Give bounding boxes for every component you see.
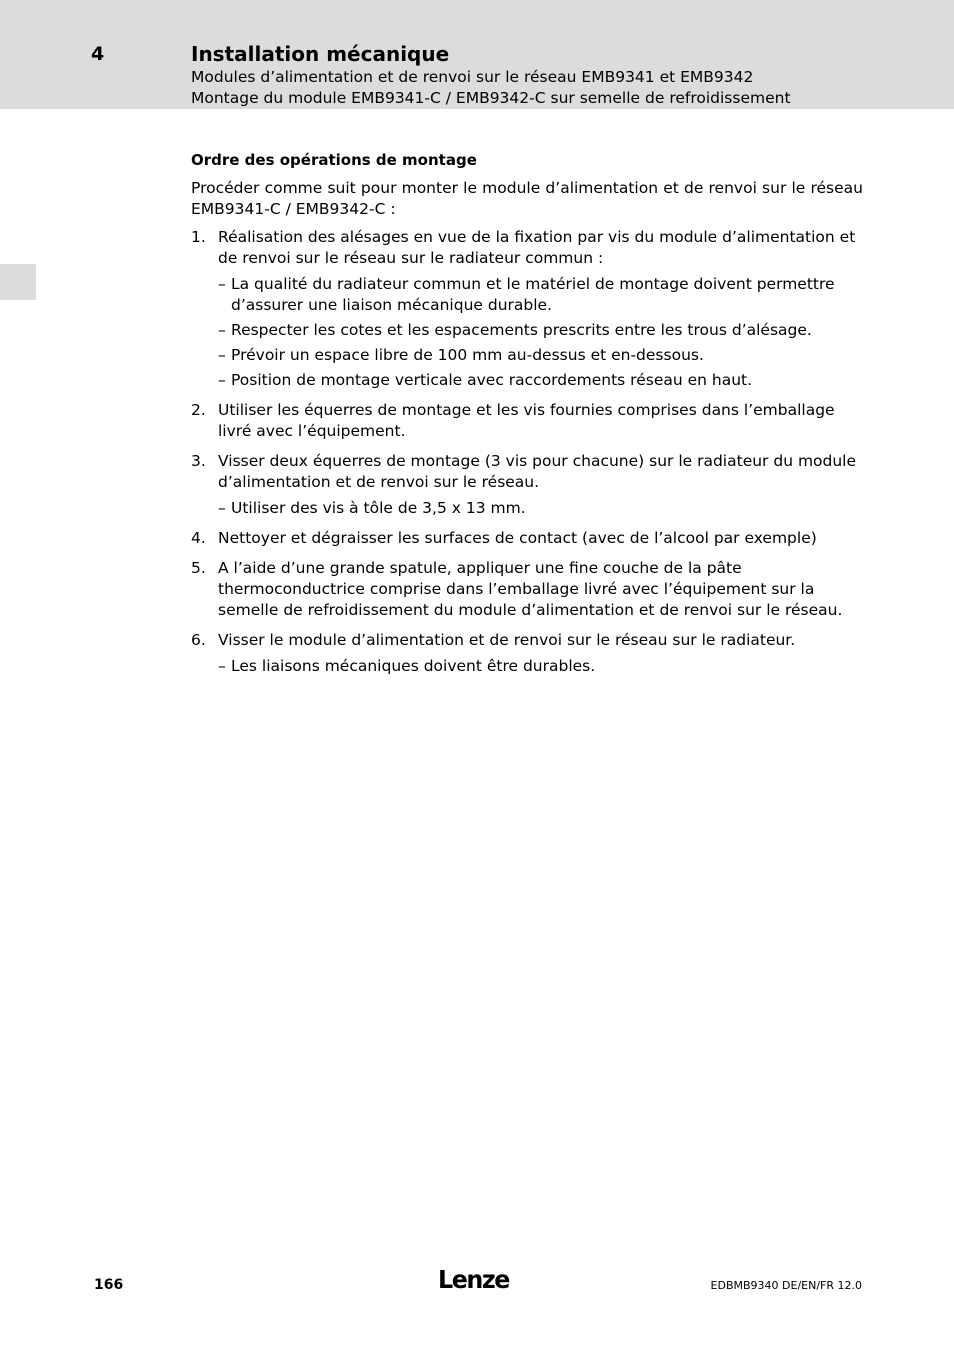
sub-item <box>218 498 863 519</box>
dash-bullet: – <box>218 346 226 364</box>
sub-list <box>218 498 863 519</box>
lenze-logo: Lenze <box>438 1265 509 1294</box>
sub-item-text: Position de montage verticale avec raccordements réseau en haut. <box>231 371 753 389</box>
step-text: Réalisation des alésages en vue de la fixation par vis du module d’alimentation et de renvoi sur le réseau sur le radiateur commun : <box>218 228 856 267</box>
step-number: 6. <box>191 631 206 649</box>
step-item <box>191 558 863 621</box>
sub-list <box>218 274 863 391</box>
step-number: 3. <box>191 452 206 470</box>
sub-list <box>218 656 863 677</box>
steps-list <box>191 227 863 677</box>
sub-item-text: Respecter les cotes et les espacements prescrits entre les trous d’alésage. <box>231 321 812 339</box>
step-text: Visser deux équerres de montage (3 vis pour chacune) sur le radiateur du module d’alimentation et de renvoi sur le réseau. <box>218 452 857 491</box>
dash-bullet: – <box>218 657 226 675</box>
sub-item-text: Utiliser des vis à tôle de 3,5 x 13 mm. <box>231 499 526 517</box>
sub-item-text: La qualité du radiateur commun et le matériel de montage doivent permettre d’assurer une liaison mécanique durable. <box>231 275 835 314</box>
dash-bullet: – <box>218 321 226 339</box>
dash-bullet: – <box>218 275 226 293</box>
main-content <box>191 150 863 686</box>
sub-item <box>218 320 863 341</box>
step-number: 1. <box>191 228 206 246</box>
step-item <box>191 227 863 391</box>
chapter-number: 4 <box>91 43 105 65</box>
step-text: Utiliser les équerres de montage et les vis fournies comprises dans l’emballage livré avec l’équipement. <box>218 401 835 440</box>
sub-item <box>218 370 863 391</box>
step-item <box>191 400 863 442</box>
sub-item <box>218 274 863 316</box>
document-reference: EDBMB9340 DE/EN/FR 12.0 <box>710 1279 862 1292</box>
step-item <box>191 528 863 549</box>
step-text: Visser le module d’alimentation et de renvoi sur le réseau sur le radiateur. <box>218 631 796 649</box>
intro-paragraph: Procéder comme suit pour monter le module d’alimentation et de renvoi sur le réseau EMB9341-C / EMB9342-C : <box>191 179 863 218</box>
step-item <box>191 630 863 677</box>
sub-item <box>218 656 863 677</box>
step-text: A l’aide d’une grande spatule, appliquer une fine couche de la pâte thermoconductrice comprise dans l’emballage livré avec l’équipement sur la semelle de refroidissement du module d’alimentation et de renvoi sur le réseau. <box>218 559 843 619</box>
step-item <box>191 451 863 519</box>
step-number: 5. <box>191 559 206 577</box>
header-subtitle-1: Modules d’alimentation et de renvoi sur le réseau EMB9341 et EMB9342 <box>191 68 754 86</box>
dash-bullet: – <box>218 499 226 517</box>
step-text: Nettoyer et dégraisser les surfaces de contact (avec de l’alcool par exemple) <box>218 529 817 547</box>
step-number: 2. <box>191 401 206 419</box>
dash-bullet: – <box>218 371 226 389</box>
section-title: Ordre des opérations de montage <box>191 151 477 169</box>
sub-item-text: Prévoir un espace libre de 100 mm au-dessus et en-dessous. <box>231 346 704 364</box>
sub-item-text: Les liaisons mécaniques doivent être durables. <box>231 657 596 675</box>
header-subtitle-2: Montage du module EMB9341-C / EMB9342-C sur semelle de refroidissement <box>191 89 791 107</box>
chapter-side-tab <box>0 264 36 300</box>
page-number: 166 <box>94 1277 124 1293</box>
sub-item <box>218 345 863 366</box>
step-number: 4. <box>191 529 206 547</box>
chapter-title: Installation mécanique <box>191 42 450 66</box>
